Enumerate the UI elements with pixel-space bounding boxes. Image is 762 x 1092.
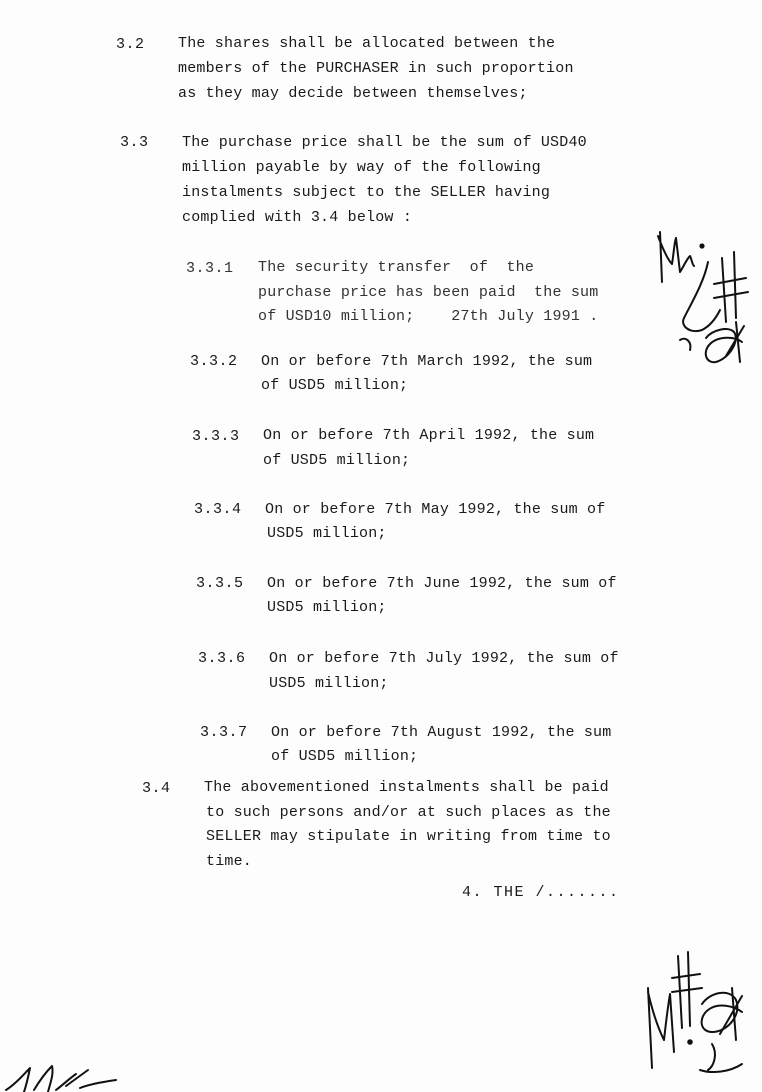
page-continuation: 4. THE /....... — [462, 884, 620, 901]
clause-line: On or before 7th June 1992, the sum of — [267, 575, 617, 592]
signature-bottom-left — [0, 1060, 120, 1092]
initials-signature-top — [650, 222, 762, 382]
clause-line: The security transfer of the — [258, 259, 535, 276]
clause-line: On or before 7th August 1992, the sum — [271, 724, 612, 741]
clause-line: of USD5 million; — [271, 748, 419, 765]
clause-number: 3.3.7 — [200, 724, 248, 741]
clause-line: of USD5 million; — [263, 452, 411, 469]
clause-number: 3.3 — [120, 134, 149, 151]
clause-line: On or before 7th July 1992, the sum of — [269, 650, 619, 667]
initials-signature-bottom — [638, 948, 756, 1088]
clause-number: 3.3.5 — [196, 575, 244, 592]
clause-line: of USD10 million; 27th July 1991 . — [258, 308, 599, 325]
clause-line: USD5 million; — [267, 599, 387, 616]
clause-line: of USD5 million; — [261, 377, 409, 394]
clause-line: as they may decide between themselves; — [178, 85, 528, 102]
clause-line: The purchase price shall be the sum of USD40 — [182, 134, 587, 151]
clause-line: purchase price has been paid the sum — [258, 284, 599, 301]
clause-number: 3.4 — [142, 780, 171, 797]
clause-number: 3.3.2 — [190, 353, 238, 370]
clause-line: USD5 million; — [267, 525, 387, 542]
clause-line: instalments subject to the SELLER having — [182, 184, 551, 201]
clause-line: members of the PURCHASER in such proportion — [178, 60, 574, 77]
clause-line: USD5 million; — [269, 675, 389, 692]
clause-line: million payable by way of the following — [182, 159, 541, 176]
clause-line: The shares shall be allocated between the — [178, 35, 556, 52]
clause-line: time. — [206, 853, 253, 870]
clause-line: On or before 7th April 1992, the sum — [263, 427, 595, 444]
clause-line: to such persons and/or at such places as the — [206, 804, 611, 821]
clause-number: 3.3.4 — [194, 501, 242, 518]
clause-line: On or before 7th May 1992, the sum of — [265, 501, 606, 518]
clause-number: 3.2 — [116, 36, 145, 53]
clause-number: 3.3.3 — [192, 428, 240, 445]
clause-line: On or before 7th March 1992, the sum — [261, 353, 593, 370]
clause-line: The abovementioned instalments shall be paid — [204, 779, 609, 796]
clause-number: 3.3.6 — [198, 650, 246, 667]
clause-line: SELLER may stipulate in writing from time to — [206, 828, 611, 845]
clause-number: 3.3.1 — [186, 260, 234, 277]
clause-line: complied with 3.4 below : — [182, 209, 413, 226]
